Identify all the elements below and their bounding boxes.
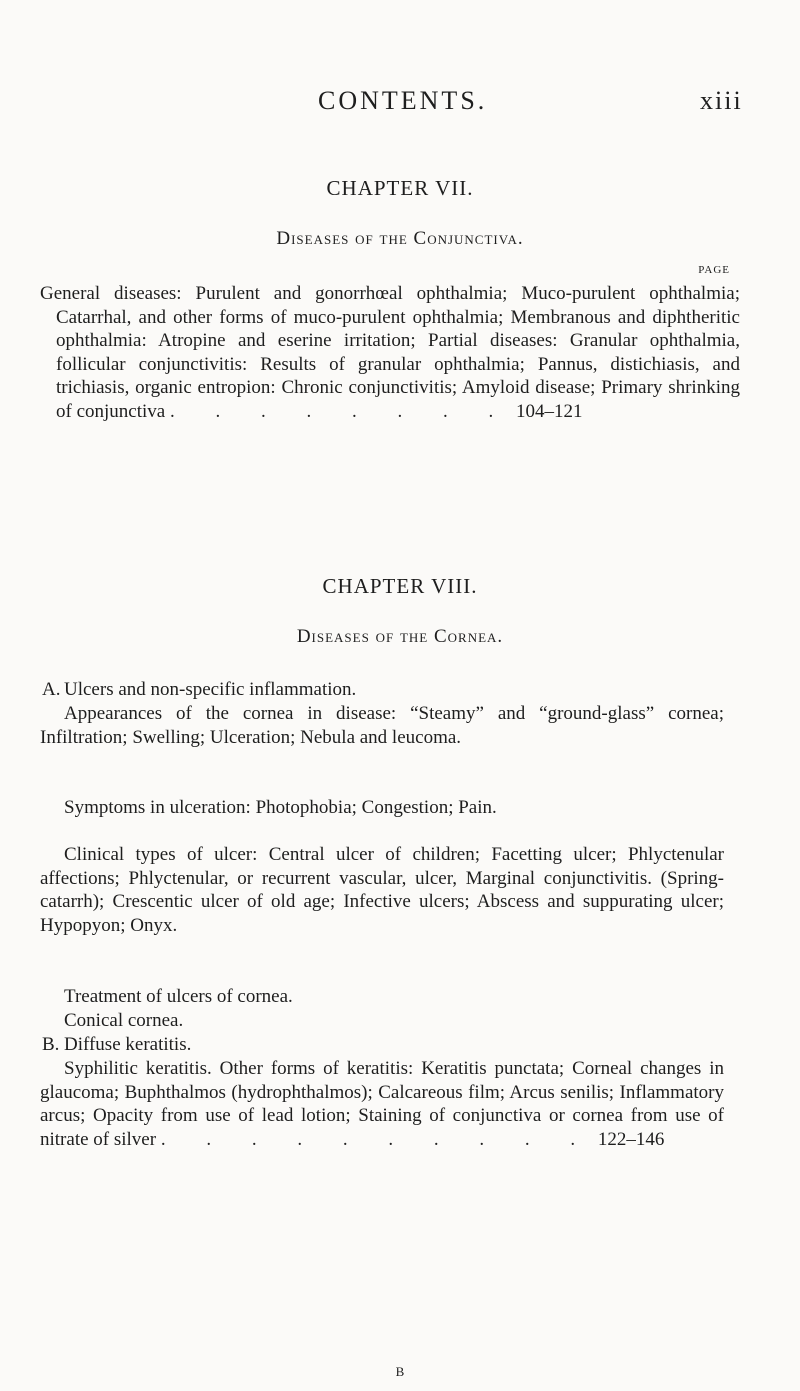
chapter-8-heading: CHAPTER VIII. [322,574,478,598]
section-a-clinical-types: Clinical types of ulcer: Central ulcer of children; Facetting ulcer; Phlyctenular affections; Phlyctenular, or recurrent vascular, ulcer, Marginal conjunctivitis. (Spring-catarrh); Crescentic ulcer of old age; Infective ulcers; Abscess and suppurating ulcer; Hypopyon; Onyx. [40,844,724,936]
page-column-label: PAGE [698,264,730,276]
chapter-7-contents-entry [40,282,740,424]
section-b-heading: Diffuse keratitis. [64,1034,192,1055]
section-a-heading: Ulcers and non-specific inflammation. [64,679,357,700]
section-b-page-range: 122–146 [597,1128,665,1150]
section-b-entry-text: Syphilitic keratitis. Other forms of keratitis: Keratitis punctata; Corneal changes in glaucoma; Buphthalmos (hydrophthalmos); Calcareous film; Arcus senilis; Inflammatory arcus; Opacity from use of lead lotion; Staining of conjunctiva or cornea from use of nitrate of silver [40,1058,724,1150]
section-b-keratitis-entry [40,1057,724,1151]
dot-leaders: . . . . . . . . [169,400,512,422]
chapter-7-subtitle: Diseases of the Conjunctiva. [276,228,524,249]
section-a-treatment: Treatment of ulcers of cornea. [64,986,293,1007]
page-number: xiii [700,86,743,115]
chapter-7-page-range: 104–121 [515,400,583,422]
running-head-title: CONTENTS. [318,86,488,115]
chapter-7-entry-text: General diseases: Purulent and gonorrhœal ophthalmia; Muco-purulent ophthalmia; Catarrhal, and other forms of muco-purulent ophthalmia; Membranous and diphtheritic ophthalmia: Atropine and eserine irritation; Partial diseases: Granular ophthalmia, follicular conjunctivitis: Results of granular ophthalmia; Pannus, distichiasis, and trichiasis, organic entropion: Chronic conjunctivitis; Amyloid disease; Primary shrinking of conjunctiva [40,283,740,422]
dot-leaders: . . . . . . . . . . [160,1128,594,1150]
section-a-conical-cornea: Conical cornea. [64,1010,184,1031]
chapter-7-heading: CHAPTER VII. [326,176,474,200]
chapter-8-subtitle: Diseases of the Cornea. [296,626,504,647]
signature-mark: B [395,1364,405,1379]
running-head [0,86,800,126]
section-a-symptoms: Symptoms in ulceration: Photophobia; Congestion; Pain. [64,797,497,818]
section-a-letter: A. [42,679,61,700]
section-b-letter: B. [42,1034,60,1055]
section-a-appearances: Appearances of the cornea in disease: “Steamy” and “ground-glass” cornea; Infiltration; Swelling; Ulceration; Nebula and leucoma. [40,703,724,748]
